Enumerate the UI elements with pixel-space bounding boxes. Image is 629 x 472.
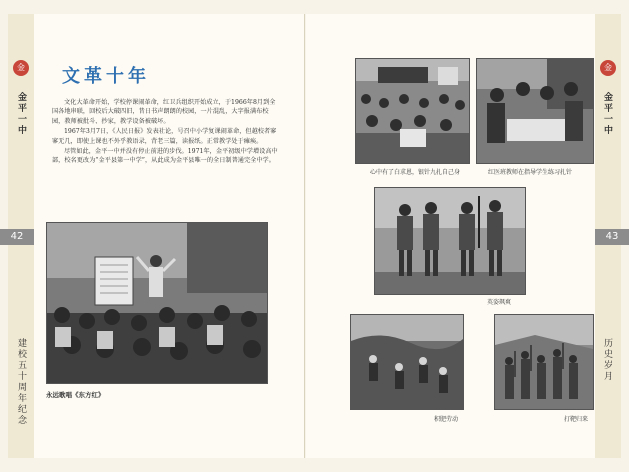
rifles-caption: 打靶归来 [564, 416, 589, 423]
left-page-number: 42 [0, 229, 34, 245]
paragraph-3: 尽管如此，金平一中并没有停止前进的步伐。1971年，金平初级中学增设高中部，校名更改为“金平县第一中学”，从此成为金平县唯一的全日制普通完全中学。 [52, 148, 278, 165]
rifles-photo [494, 314, 594, 410]
medical-photo [476, 58, 594, 164]
classroom-caption: 心中有了白求恩，银针九扎自己身 [370, 169, 461, 176]
militia-caption: 英姿飒爽 [487, 299, 512, 306]
right-side-title: 金平一中 [602, 92, 612, 136]
farm-caption: 积肥劳动 [434, 416, 459, 423]
classroom-photo [355, 58, 470, 164]
farm-photo [350, 314, 464, 410]
right-side-footer: 历史岁月 [602, 338, 612, 382]
singing-photo-caption: 永远歌唱《东方红》 [46, 391, 105, 399]
left-seal-icon: 金 [13, 60, 29, 76]
page-title: 文革十年 [62, 66, 150, 87]
left-side-title: 金平一中 [16, 92, 26, 136]
singing-photo [46, 222, 268, 384]
right-seal-icon: 金 [600, 60, 616, 76]
right-page-number: 43 [595, 229, 629, 245]
militia-photo [374, 187, 526, 295]
left-side-footer: 建校五十周年纪念 [16, 338, 26, 426]
article-body [52, 98, 278, 167]
paragraph-1: 文化大革命开始，学校停课闹革命，红卫兵组织开始成立，于1966年8月到全国各地串联，回校后大破四旧，昔日书声朗朗的校园，一片混乱，大字报满布校园，教师被批斗、抄家，教学设备被破坏。 [52, 99, 276, 125]
paragraph-2: 1967年3月7日，《人民日报》发表社论，号召中小学复课闹革命，但越校者寥寥无几，即使上课也不外乎教语录，背老三篇，读报纸。正常教学处于瘫痪。 [52, 128, 277, 145]
medical-caption: 红医班教师在指导学生练习扎针 [488, 169, 573, 176]
